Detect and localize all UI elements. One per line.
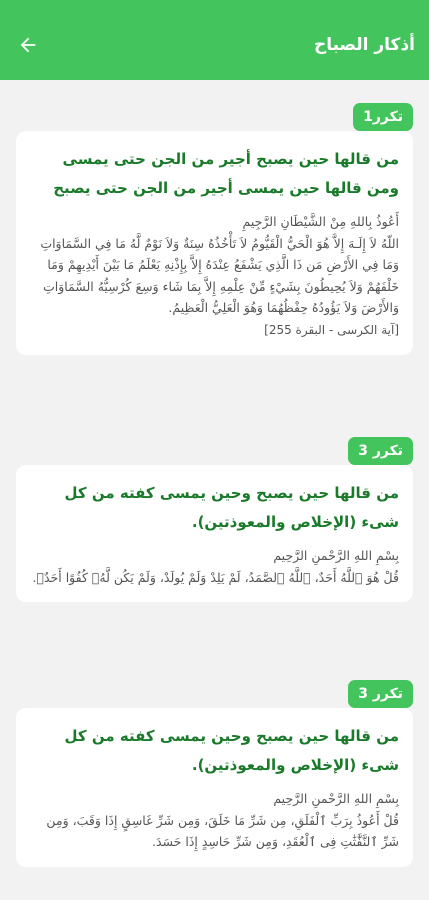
zikr-card[interactable]	[16, 465, 413, 602]
zikr-line: أَعُوذُ بِاللهِ مِنْ الشَّيْطَانِ الرَّجِيمِ	[242, 214, 399, 229]
zikr-card[interactable]	[16, 708, 413, 867]
repeat-badge: تكرر1	[353, 103, 413, 131]
zikr-card[interactable]	[16, 131, 413, 355]
zikr-virtue: من قالها حين يصبح أجير من الجن حتى يمسى ومن قالها حين يمسى أجير من الجن حتى يصبح	[53, 150, 399, 197]
app-bar	[0, 0, 429, 80]
zikr-virtue: من قالها حين يصبح وحين يمسى كفته من كل شىء (الإخلاص والمعوذتين).	[64, 484, 399, 531]
page-title: أذكار الصباح	[313, 35, 415, 55]
arrow-back-icon	[17, 34, 39, 56]
back-button[interactable]	[14, 26, 42, 54]
zikr-line: اللّهُ لاَ إِلَـهَ إِلاَّ هُوَ الْحَيُّ الْقَيُّومُ لاَ تَأْخُذُهُ سِنَةٌ وَلاَ نَوْمٌ لَّهُ مَا فِي السَّمَاوَاتِ وَمَا فِي الأَرْضِ مَن ذَا الَّذِي يَشْفَعُ عِنْدَهُ إِلاَّ بِإِذْنِهِ يَعْلَمُ مَا بَيْنَ أَيْدِيهِمْ وَمَا خَلْفَهُمْ وَلاَ يُحِيطُونَ بِشَيْءٍ مِّنْ عِلْمِهِ إِلاَّ بِمَا شَاء وَسِعَ كُرْسِيُّهُ السَّمَاوَاتِ وَالأَرْضَ وَلاَ يَؤُودُهُ حِفْظُهُمَا وَهُوَ الْعَلِيُّ الْعَظِيمُ.	[40, 235, 399, 315]
zikr-source: [آية الكرسى - البقرة 255]	[264, 322, 399, 337]
repeat-badge: تكرر 3	[348, 680, 413, 708]
zikr-line: بِسْمِ اللهِ الرَّحْمنِ الرَّحِيم	[273, 791, 399, 806]
zikr-line: بِسْمِ اللهِ الرَّحْمنِ الرَّحِيم	[273, 548, 399, 563]
zikr-line: قُلْ أَعُوذُ بِرَبِّ ٱلْفَلَقِ، مِن شَرِّ مَا خَلَقَ، وَمِن شَرِّ غَاسِقٍ إِذَا وَقَبَ، وَمِن شَرِّ ٱلنَّفَّٰثَٰتِ فِى ٱلْعُقَدِ، وَمِن شَرِّ حَاسِدٍ إِذَا حَسَدَ.	[46, 812, 399, 849]
zikr-line: قُلْ هُوَ ٱللَّهُ أَحَدٌ، ٱللَّهُ ٱلصَّمَدُ، لَمْ يَلِدْ وَلَمْ يُولَدْ، وَلَمْ يَكُن لَّهُۥ كُفُوًا أَحَدٌۢ.	[32, 569, 399, 585]
repeat-badge: تكرر 3	[348, 437, 413, 465]
zikr-virtue: من قالها حين يصبح وحين يمسى كفته من كل شىء (الإخلاص والمعوذتين).	[64, 727, 399, 774]
azkar-list[interactable]	[0, 80, 429, 900]
